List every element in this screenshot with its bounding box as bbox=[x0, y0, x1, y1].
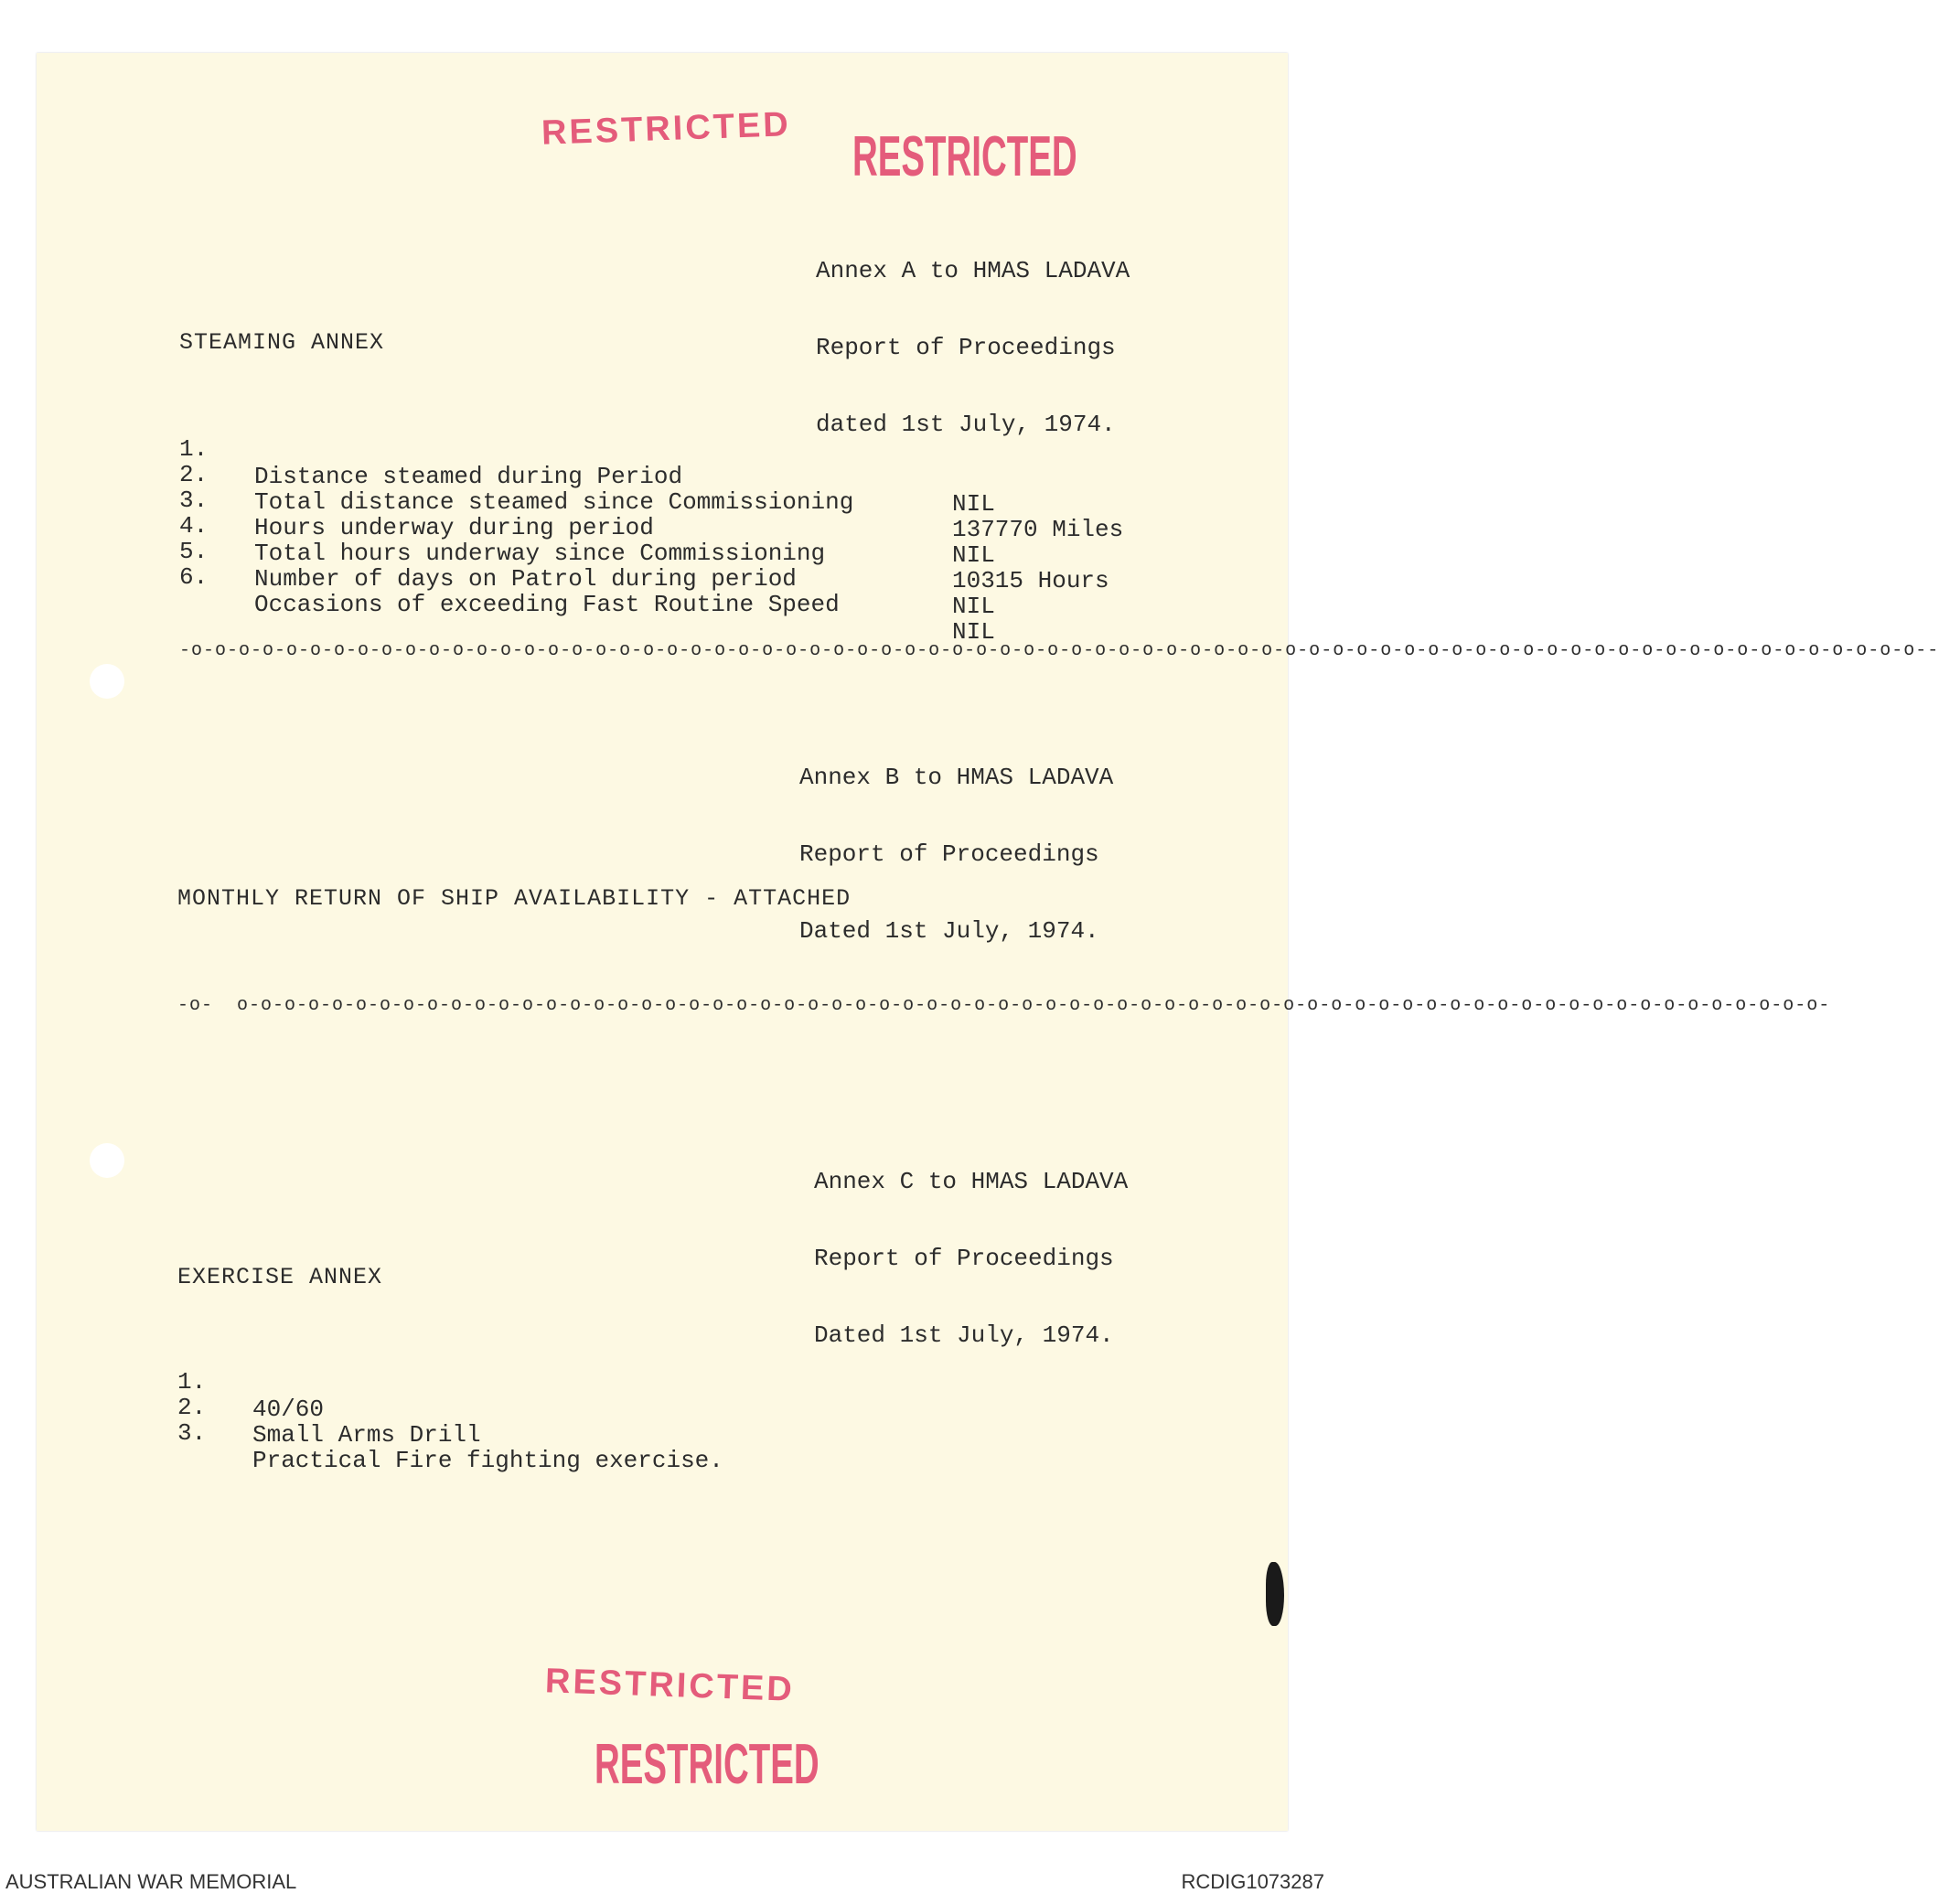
item-number: 2. bbox=[179, 461, 209, 488]
item-text: Small Arms Drill bbox=[252, 1421, 481, 1449]
item-text: Number of days on Patrol during period bbox=[254, 565, 797, 593]
item-number: 3. bbox=[179, 487, 209, 514]
item-text: Total distance steamed since Commissioning bbox=[254, 488, 854, 516]
annex-b-header-line: Dated 1st July, 1974. bbox=[799, 917, 1099, 945]
annex-a-header-line: Report of Proceedings bbox=[816, 334, 1116, 361]
list-item bbox=[177, 1341, 325, 1423]
item-text: 40/60 bbox=[252, 1396, 325, 1423]
item-value: 137770 Miles bbox=[952, 516, 1124, 543]
item-value: NIL bbox=[952, 490, 995, 518]
item-number: 6. bbox=[179, 563, 209, 591]
footer-reference: RCDIG1073287 bbox=[1181, 1870, 1324, 1893]
item-value: NIL bbox=[952, 618, 995, 646]
exercise-annex-list bbox=[177, 1341, 723, 1474]
punch-hole-upper bbox=[90, 664, 124, 699]
restricted-stamp-top-small: RESTRICTED bbox=[541, 105, 792, 153]
restricted-stamp-bottom-large: RESTRICTED bbox=[595, 1733, 820, 1796]
punch-hole-lower bbox=[90, 1143, 124, 1178]
restricted-stamp-bottom-small: RESTRICTED bbox=[544, 1662, 796, 1709]
exercise-annex-title: EXERCISE ANNEX bbox=[177, 1264, 383, 1290]
item-number: 1. bbox=[179, 435, 209, 463]
item-number: 3. bbox=[177, 1419, 207, 1447]
annex-a-header-line: dated 1st July, 1974. bbox=[816, 411, 1116, 438]
item-number: 1. bbox=[177, 1368, 207, 1396]
section-divider: -o-o-o-o-o-o-o-o-o-o-o-o-o-o-o-o-o-o-o-o-o-o-o-o-o-o-o-o-o-o-o-o-o-o-o-o-o-o-o-o-o-o-o-o-o-o-o-o-o-o-o-o-o-o-o-o-o-o-o-o-o-o-o-o-o-o-o-o-o-o-o-o-o-- bbox=[179, 640, 1939, 661]
item-text: Practical Fire fighting exercise. bbox=[252, 1447, 723, 1474]
ink-blot bbox=[1266, 1562, 1284, 1626]
steaming-annex-title: STEAMING ANNEX bbox=[179, 329, 385, 356]
annex-c-header-line: Dated 1st July, 1974. bbox=[814, 1321, 1114, 1349]
item-text: Distance steamed during Period bbox=[254, 463, 683, 490]
item-value: NIL bbox=[952, 541, 995, 569]
annex-c-header-line: Report of Proceedings bbox=[814, 1245, 1114, 1272]
annex-b-header bbox=[799, 713, 1113, 995]
item-value: NIL bbox=[952, 593, 995, 620]
item-text: Occasions of exceeding Fast Routine Speed bbox=[254, 591, 840, 618]
annex-a-header-line: Annex A to HMAS LADAVA bbox=[816, 257, 1130, 284]
item-number: 5. bbox=[179, 538, 209, 565]
section-divider: -o- o-o-o-o-o-o-o-o-o-o-o-o-o-o-o-o-o-o-o-o-o-o-o-o-o-o-o-o-o-o-o-o-o-o-o-o-o-o-o-o-o-o-o-o-o-o-o-o-o-o-o-o-o-o-o-o-o-o-o-o-o-o-o-o-o-o-o- bbox=[177, 995, 1831, 1016]
footer-credit: AUSTRALIAN WAR MEMORIAL bbox=[5, 1870, 297, 1893]
annex-b-header-line: Annex B to HMAS LADAVA bbox=[799, 764, 1114, 791]
item-value: 10315 Hours bbox=[952, 567, 1109, 594]
annex-b-header-line: Report of Proceedings bbox=[799, 840, 1099, 868]
item-number: 2. bbox=[177, 1394, 207, 1421]
annex-a-header bbox=[816, 207, 1130, 488]
availability-return-title: MONTHLY RETURN OF SHIP AVAILABILITY - ATTACHED bbox=[177, 885, 852, 912]
annex-c-header bbox=[814, 1118, 1128, 1399]
item-text: Hours underway during period bbox=[254, 514, 654, 541]
item-text: Total hours underway since Commissioning bbox=[254, 540, 826, 567]
item-number: 4. bbox=[179, 512, 209, 540]
restricted-stamp-top-large: RESTRICTED bbox=[852, 125, 1077, 188]
annex-c-header-line: Annex C to HMAS LADAVA bbox=[814, 1168, 1129, 1195]
document-page bbox=[37, 53, 1939, 1831]
